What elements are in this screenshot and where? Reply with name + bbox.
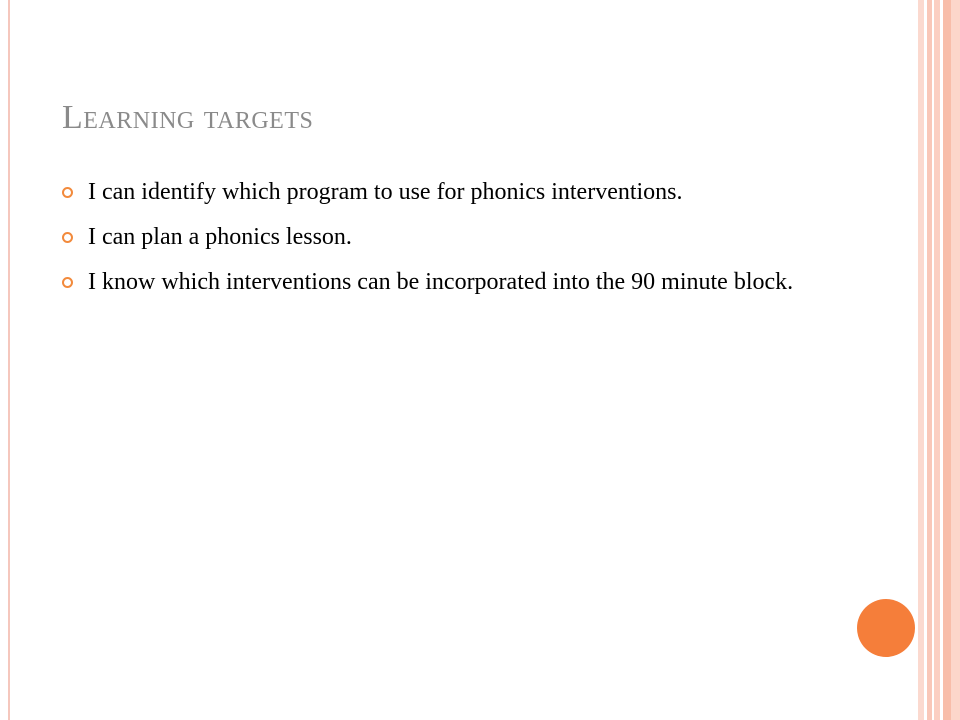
right-stripe: [951, 0, 960, 720]
left-border-line: [8, 0, 10, 720]
circle-outline-icon: [62, 187, 73, 198]
bullet-text: I know which interventions can be incorporated into the 90 minute block.: [88, 269, 794, 295]
circle-outline-icon: [62, 277, 73, 288]
bullet-item: [62, 176, 822, 208]
bullet-text: I can identify which program to use for phonics interventions.: [88, 179, 683, 205]
bullet-item: [62, 221, 822, 253]
bullet-text: I can plan a phonics lesson.: [88, 224, 352, 250]
bullet-list: [62, 176, 822, 311]
bullet-item: [62, 266, 822, 298]
circle-outline-icon: [62, 232, 73, 243]
right-stripe: [943, 0, 951, 720]
slide-title: Learning targets: [62, 99, 314, 136]
accent-circle: [857, 599, 915, 657]
